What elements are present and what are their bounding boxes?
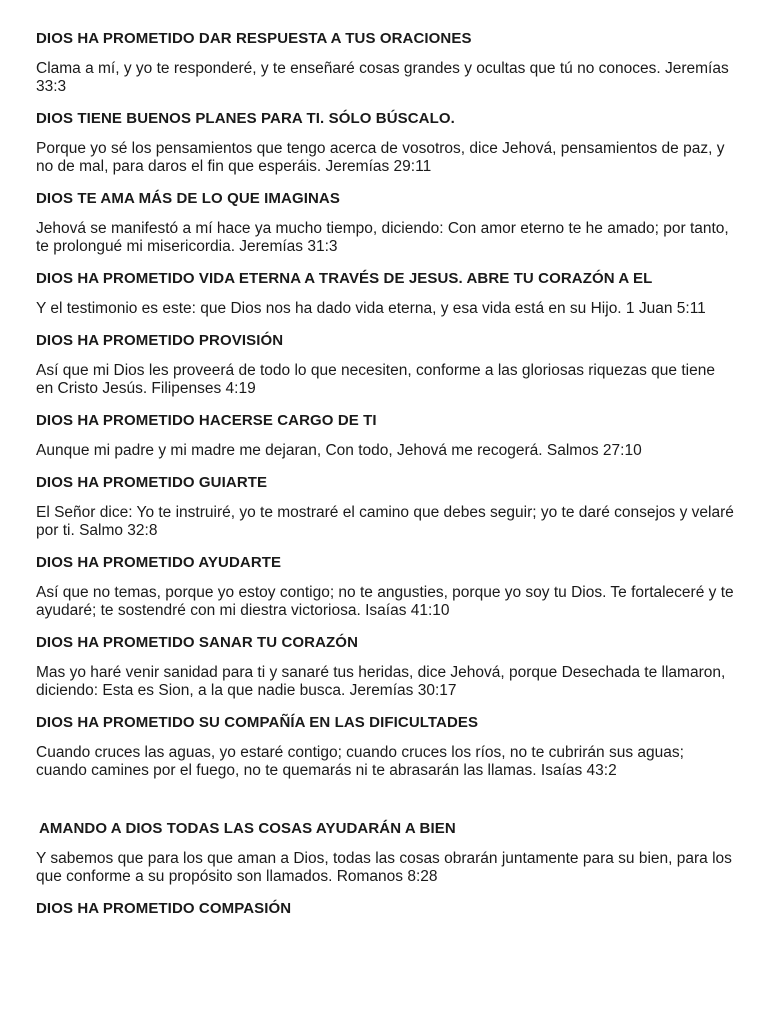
section-verse: Aunque mi padre y mi madre me dejaran, Con todo, Jehová me recogerá. Salmos 27:10 xyxy=(36,442,642,459)
section-heading: AMANDO A DIOS TODAS LAS COSAS AYUDARÁN A BIEN xyxy=(39,820,456,837)
section-verse: Cuando cruces las aguas, yo estaré contigo; cuando cruces los ríos, no te cubrirán sus aguas; cuando camines por el fuego, no te quemarás ni te abrasarán las llamas. Isaías 43:2 xyxy=(36,744,684,779)
section-provision xyxy=(36,332,736,398)
section-heading: DIOS HA PROMETIDO AYUDARTE xyxy=(36,554,282,571)
section-compasion xyxy=(36,900,736,918)
section-verse: Mas yo haré venir sanidad para ti y sanaré tus heridas, dice Jehová, porque Desechada te llamaron, diciendo: Esta es Sion, a la que nadie busca. Jeremías 30:17 xyxy=(36,664,726,699)
section-verse: Porque yo sé los pensamientos que tengo acerca de vosotros, dice Jehová, pensamientos de paz, y no de mal, para daros el fin que esperáis. Jeremías 29:11 xyxy=(36,140,725,175)
section-amor xyxy=(36,190,736,256)
section-vida-eterna xyxy=(36,270,736,318)
section-compania xyxy=(36,714,736,780)
section-amando xyxy=(36,820,736,886)
section-verse: Y sabemos que para los que aman a Dios, todas las cosas obrarán juntamente para su bien, para los que conforme a su propósito son llamados. Romanos 8:28 xyxy=(36,850,732,885)
section-heading: DIOS HA PROMETIDO SANAR TU CORAZÓN xyxy=(36,634,359,651)
section-heading: DIOS HA PROMETIDO HACERSE CARGO DE TI xyxy=(36,412,377,429)
section-heading: DIOS HA PROMETIDO PROVISIÓN xyxy=(36,332,284,349)
section-heading: DIOS TE AMA MÁS DE LO QUE IMAGINAS xyxy=(36,190,340,207)
section-verse: Clama a mí, y yo te responderé, y te enseñaré cosas grandes y ocultas que tú no conoces. Jeremías 33:3 xyxy=(36,60,729,95)
section-verse: Y el testimonio es este: que Dios nos ha dado vida eterna, y esa vida está en su Hijo. 1 Juan 5:11 xyxy=(36,300,706,317)
section-guiarte xyxy=(36,474,736,540)
section-cargo xyxy=(36,412,736,460)
section-spacer xyxy=(36,794,736,820)
section-verse: El Señor dice: Yo te instruiré, yo te mostraré el camino que debes seguir; yo te daré consejos y velaré por ti. Salmo 32:8 xyxy=(36,504,734,539)
section-heading: DIOS HA PROMETIDO DAR RESPUESTA A TUS ORACIONES xyxy=(36,30,472,47)
section-heading: DIOS HA PROMETIDO COMPASIÓN xyxy=(36,900,292,917)
section-verse: Así que mi Dios les proveerá de todo lo que necesiten, conforme a las gloriosas riquezas que tiene en Cristo Jesús. Filipenses 4:19 xyxy=(36,362,715,397)
document-body xyxy=(36,30,736,930)
section-heading: DIOS HA PROMETIDO SU COMPAÑÍA EN LAS DIFICULTADES xyxy=(36,714,479,731)
section-heading: DIOS HA PROMETIDO VIDA ETERNA A TRAVÉS DE JESUS. ABRE TU CORAZÓN A EL xyxy=(36,270,653,287)
section-heading: DIOS HA PROMETIDO GUIARTE xyxy=(36,474,268,491)
section-ayudarte xyxy=(36,554,736,620)
section-heading: DIOS TIENE BUENOS PLANES PARA TI. SÓLO BÚSCALO. xyxy=(36,110,455,127)
section-oraciones xyxy=(36,30,736,96)
section-verse: Jehová se manifestó a mí hace ya mucho tiempo, diciendo: Con amor eterno te he amado; por tanto, te prolongué mi misericordia. Jeremías 31:3 xyxy=(36,220,729,255)
section-sanar xyxy=(36,634,736,700)
section-verse: Así que no temas, porque yo estoy contigo; no te angusties, porque yo soy tu Dios. Te fortaleceré y te ayudaré; te sostendré con mi diestra victoriosa. Isaías 41:10 xyxy=(36,584,734,619)
section-planes xyxy=(36,110,736,176)
